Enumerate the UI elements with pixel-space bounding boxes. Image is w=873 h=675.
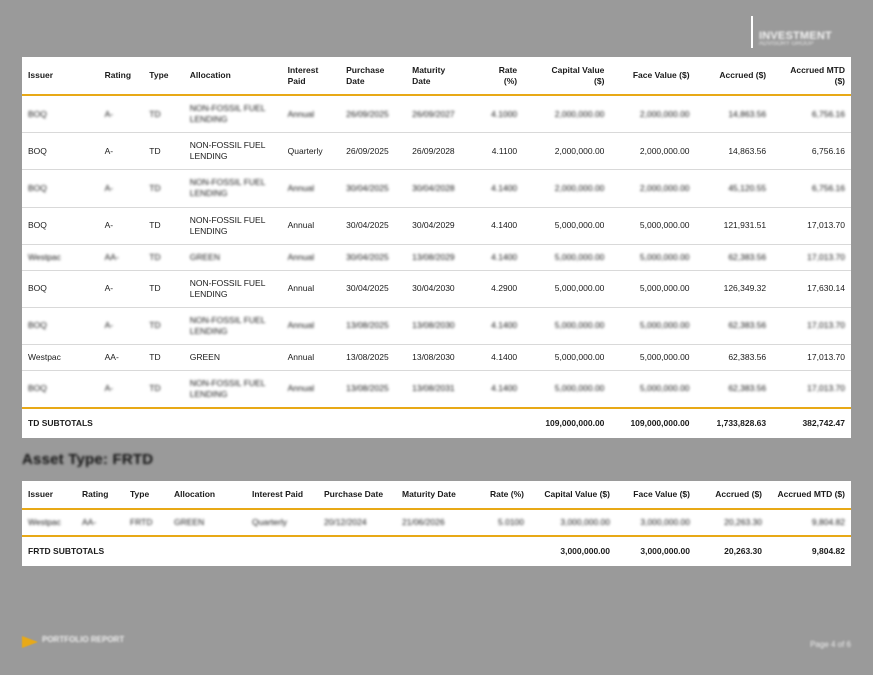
table-cell: 5,000,000.00 [610,270,695,307]
table-cell: 13/08/2031 [406,370,472,408]
table-cell: 30/04/2025 [340,170,406,207]
td-table-body [22,95,851,438]
col-rating: Rating [99,57,144,95]
table-cell: Annual [282,370,341,408]
frtd-table-header-row [22,481,851,509]
col-rating: Rating [76,481,124,509]
table-cell: 30/04/2025 [340,207,406,244]
table-cell: 2,000,000.00 [610,95,695,133]
table-cell: Westpac [22,244,99,270]
table-cell: 5,000,000.00 [610,307,695,344]
table-cell: AA- [76,509,124,536]
subtotal-label: TD SUBTOTALS [22,408,523,438]
table-cell: 3,000,000.00 [530,509,616,536]
table-cell: GREEN [168,509,246,536]
table-cell: 30/04/2025 [340,244,406,270]
table-cell: A- [99,270,144,307]
table-cell: NON-FOSSIL FUEL LENDING [184,307,282,344]
table-cell: A- [99,307,144,344]
table-cell: 62,383.56 [696,370,773,408]
col-type: Type [143,57,183,95]
table-cell: 30/04/2029 [406,207,472,244]
table-cell: 5,000,000.00 [610,207,695,244]
col-issuer: Issuer [22,57,99,95]
logo-bar-icon [751,16,753,48]
col-interest-paid: Interest Paid [246,481,318,509]
table-cell: TD [143,370,183,408]
col-accrued: Accrued ($) [696,481,768,509]
table-cell: 13/08/2029 [406,244,472,270]
subtotal-face-value: 109,000,000.00 [610,408,695,438]
table-cell: 3,000,000.00 [616,509,696,536]
table-cell: 17,013.70 [772,370,851,408]
table-cell: 5.0100 [470,509,530,536]
subtotal-accrued: 1,733,828.63 [696,408,773,438]
table-cell: TD [143,133,183,170]
table-cell: 26/09/2025 [340,95,406,133]
table-cell: Annual [282,170,341,207]
table-cell: 20/12/2024 [318,509,396,536]
table-cell: TD [143,170,183,207]
table-cell: 4.1400 [472,370,523,408]
frtd-holdings-table [22,481,851,566]
table-cell: 20,263.30 [696,509,768,536]
table-cell: Annual [282,307,341,344]
table-cell: 5,000,000.00 [523,244,610,270]
table-cell: 5,000,000.00 [523,207,610,244]
subtotal-capital-value: 3,000,000.00 [530,536,616,566]
col-accrued-mtd: Accrued MTD ($) [768,481,851,509]
table-cell: 17,013.70 [772,344,851,370]
table-cell: 26/09/2027 [406,95,472,133]
table-cell: A- [99,133,144,170]
table-cell: 17,013.70 [772,207,851,244]
table-cell: BOQ [22,95,99,133]
subtotal-face-value: 3,000,000.00 [616,536,696,566]
table-row[interactable] [22,133,851,170]
arrow-right-icon [22,636,38,648]
table-row[interactable] [22,344,851,370]
table-cell: 6,756.16 [772,170,851,207]
table-cell: 62,383.56 [696,244,773,270]
table-cell: Annual [282,207,341,244]
table-cell: 26/09/2025 [340,133,406,170]
table-cell: TD [143,244,183,270]
company-logo [751,14,851,50]
table-cell: 62,383.56 [696,344,773,370]
table-cell: 5,000,000.00 [610,370,695,408]
table-row[interactable] [22,370,851,408]
frtd-table-block [22,481,851,566]
table-cell: 126,349.32 [696,270,773,307]
table-cell: 13/08/2025 [340,307,406,344]
table-cell: 17,013.70 [772,307,851,344]
table-cell: 30/04/2028 [406,170,472,207]
subtotal-row [22,408,851,438]
td-table-block [22,57,851,438]
table-cell: 21/06/2026 [396,509,470,536]
table-cell: 6,756.16 [772,133,851,170]
table-cell: 13/08/2030 [406,307,472,344]
col-capital-value: Capital Value ($) [530,481,616,509]
table-cell: 121,931.51 [696,207,773,244]
table-cell: BOQ [22,270,99,307]
table-cell: 2,000,000.00 [610,133,695,170]
frtd-section-title: Asset Type: FRTD [22,451,154,468]
subtotal-row [22,536,851,566]
table-row[interactable] [22,170,851,207]
table-row[interactable] [22,95,851,133]
col-rate: Rate (%) [470,481,530,509]
table-cell: 2,000,000.00 [523,95,610,133]
table-cell: A- [99,207,144,244]
table-cell: 2,000,000.00 [523,170,610,207]
table-cell: 62,383.56 [696,307,773,344]
subtotal-label: FRTD SUBTOTALS [22,536,530,566]
table-cell: TD [143,207,183,244]
col-interest-paid: Interest Paid [282,57,341,95]
table-cell: 5,000,000.00 [523,344,610,370]
table-cell: 14,863.56 [696,95,773,133]
table-cell: 4.1400 [472,344,523,370]
table-cell: NON-FOSSIL FUEL LENDING [184,207,282,244]
table-cell: 17,630.14 [772,270,851,307]
table-cell: Annual [282,95,341,133]
table-cell: BOQ [22,207,99,244]
col-maturity-date: Maturity Date [406,57,472,95]
table-cell: Quarterly [282,133,341,170]
table-cell: FRTD [124,509,168,536]
col-purchase-date: Purchase Date [318,481,396,509]
table-cell: TD [143,344,183,370]
col-accrued: Accrued ($) [696,57,773,95]
col-capital-value: Capital Value ($) [523,57,610,95]
logo-subtitle: ADVISORY GROUP [759,41,814,47]
table-cell: 13/08/2030 [406,344,472,370]
table-cell: 5,000,000.00 [523,370,610,408]
table-cell: TD [143,307,183,344]
table-cell: TD [143,270,183,307]
table-cell: 6,756.16 [772,95,851,133]
table-cell: 5,000,000.00 [610,244,695,270]
col-type: Type [124,481,168,509]
table-cell: 4.1000 [472,95,523,133]
table-cell: 4.1100 [472,133,523,170]
table-cell: BOQ [22,370,99,408]
subtotal-accrued-mtd: 382,742.47 [772,408,851,438]
col-face-value: Face Value ($) [616,481,696,509]
footer-logo-text: PORTFOLIO REPORT [42,635,125,644]
table-row[interactable] [22,207,851,244]
col-allocation: Allocation [168,481,246,509]
page-number: Page 4 of 6 [810,640,851,649]
subtotal-accrued-mtd: 9,804.82 [768,536,851,566]
col-rate: Rate (%) [472,57,523,95]
table-row[interactable] [22,270,851,307]
table-cell: 4.1400 [472,207,523,244]
table-cell: 30/04/2030 [406,270,472,307]
td-table-header-row [22,57,851,95]
table-cell: Quarterly [246,509,318,536]
table-cell: 30/04/2025 [340,270,406,307]
table-cell: 13/08/2025 [340,344,406,370]
col-allocation: Allocation [184,57,282,95]
table-row[interactable] [22,307,851,344]
table-cell: Westpac [22,344,99,370]
table-cell: 2,000,000.00 [523,133,610,170]
footer-logo [22,635,132,649]
col-face-value: Face Value ($) [610,57,695,95]
col-accrued-mtd: Accrued MTD ($) [772,57,851,95]
table-cell: A- [99,370,144,408]
table-cell: 14,863.56 [696,133,773,170]
table-row[interactable] [22,244,851,270]
frtd-table-body [22,509,851,566]
table-cell: NON-FOSSIL FUEL LENDING [184,95,282,133]
table-cell: 13/08/2025 [340,370,406,408]
table-cell: 5,000,000.00 [523,307,610,344]
table-cell: GREEN [184,244,282,270]
table-cell: NON-FOSSIL FUEL LENDING [184,270,282,307]
table-cell: Annual [282,344,341,370]
table-cell: Westpac [22,509,76,536]
table-cell: 9,804.82 [768,509,851,536]
table-cell: 4.1400 [472,170,523,207]
logo-name: INVESTMENT [759,30,832,42]
table-cell: 4.2900 [472,270,523,307]
table-cell: AA- [99,244,144,270]
table-cell: AA- [99,344,144,370]
table-cell: BOQ [22,133,99,170]
table-row[interactable] [22,509,851,536]
table-cell: 4.1400 [472,244,523,270]
table-cell: NON-FOSSIL FUEL LENDING [184,370,282,408]
col-issuer: Issuer [22,481,76,509]
col-maturity-date: Maturity Date [396,481,470,509]
table-cell: 5,000,000.00 [523,270,610,307]
table-cell: A- [99,95,144,133]
table-cell: Annual [282,270,341,307]
table-cell: BOQ [22,307,99,344]
table-cell: 5,000,000.00 [610,344,695,370]
table-cell: 4.1400 [472,307,523,344]
table-cell: GREEN [184,344,282,370]
table-cell: NON-FOSSIL FUEL LENDING [184,170,282,207]
table-cell: 26/09/2028 [406,133,472,170]
subtotal-capital-value: 109,000,000.00 [523,408,610,438]
table-cell: 45,120.55 [696,170,773,207]
table-cell: NON-FOSSIL FUEL LENDING [184,133,282,170]
td-holdings-table [22,57,851,438]
col-purchase-date: Purchase Date [340,57,406,95]
table-cell: 17,013.70 [772,244,851,270]
table-cell: A- [99,170,144,207]
subtotal-accrued: 20,263.30 [696,536,768,566]
table-cell: 2,000,000.00 [610,170,695,207]
table-cell: Annual [282,244,341,270]
table-cell: TD [143,95,183,133]
table-cell: BOQ [22,170,99,207]
